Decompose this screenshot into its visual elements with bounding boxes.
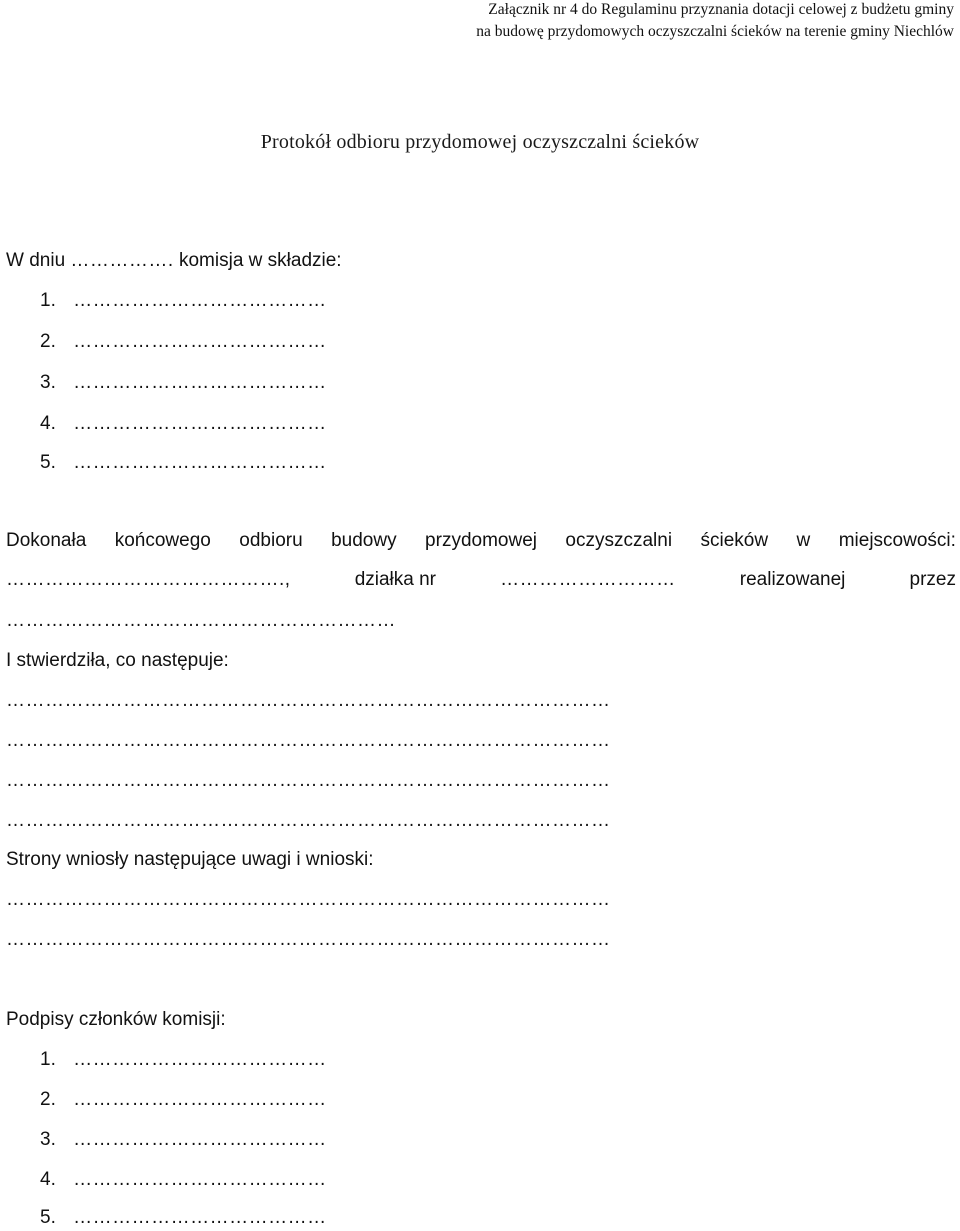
location-dots: …………………………………….,: [6, 569, 291, 590]
word: miejscowości:: [838, 530, 956, 551]
remarks-dots-line: …………………………………………………………………………………: [6, 889, 611, 910]
signature-item-5: [40, 1207, 327, 1229]
list-number: 1.: [40, 290, 56, 311]
header-line-1: Załącznik nr 4 do Regulaminu przyznania dotacji celowej z budżetu gminy: [488, 1, 954, 18]
signature-item-4: [40, 1169, 327, 1191]
by-label: przez: [909, 569, 956, 590]
document-title: Protokół odbioru przydomowej oczyszczalni ścieków: [260, 131, 700, 153]
signatures-label: Podpisy członków komisji:: [6, 1009, 226, 1030]
list-number: 4.: [40, 413, 56, 434]
header-line-2: na budowę przydomowych oczyszczalni ścieków na terenie gminy Niechlów: [476, 23, 954, 40]
findings-dots-line: …………………………………………………………………………………: [6, 690, 611, 711]
list-dots: …………………………………: [73, 331, 327, 352]
remarks-label: Strony wniosły następujące uwagi i wnioski:: [6, 849, 374, 870]
word: końcowego: [114, 530, 211, 551]
list-number: 5.: [40, 1207, 56, 1228]
paragraph-line-1: [6, 530, 956, 552]
list-number: 1.: [40, 1049, 56, 1070]
signature-item-3: [40, 1129, 327, 1151]
word: odbioru: [239, 530, 303, 551]
committee-item-1: [40, 290, 327, 312]
plot-label: działka nr: [354, 569, 437, 590]
list-number: 3.: [40, 1129, 56, 1150]
list-number: 4.: [40, 1169, 56, 1190]
list-dots: …………………………………: [73, 1129, 327, 1150]
intro-line: [6, 250, 342, 272]
realized-label: realizowanej: [739, 569, 846, 590]
committee-item-4: [40, 413, 327, 435]
word: Dokonała: [6, 530, 87, 551]
word: budowy: [331, 530, 397, 551]
committee-item-3: [40, 372, 327, 394]
findings-dots-line: …………………………………………………………………………………: [6, 810, 611, 831]
word: ścieków: [700, 530, 769, 551]
intro-date-dots: …………….: [70, 250, 174, 271]
findings-label: I stwierdziła, co następuje:: [6, 650, 229, 671]
list-dots: …………………………………: [73, 290, 327, 311]
owner-dots: ……………………………………………………: [6, 610, 396, 631]
word: przydomowej: [425, 530, 537, 551]
findings-dots-line: …………………………………………………………………………………: [6, 770, 611, 791]
findings-dots-line: …………………………………………………………………………………: [6, 730, 611, 751]
word: oczyszczalni: [565, 530, 673, 551]
list-number: 2.: [40, 1089, 56, 1110]
committee-item-2: [40, 331, 327, 353]
intro-prefix: W dniu: [6, 250, 66, 271]
word: w: [796, 530, 811, 551]
list-dots: …………………………………: [73, 1049, 327, 1070]
signature-item-1: [40, 1049, 327, 1071]
list-number: 5.: [40, 452, 56, 473]
intro-suffix: komisja w składzie:: [173, 250, 342, 271]
committee-item-5: [40, 452, 327, 474]
list-dots: …………………………………: [73, 452, 327, 473]
list-dots: …………………………………: [73, 1207, 327, 1228]
remarks-dots-line: …………………………………………………………………………………: [6, 929, 611, 950]
list-dots: …………………………………: [73, 1089, 327, 1110]
plot-dots: ………………………: [500, 569, 676, 590]
list-dots: …………………………………: [73, 1169, 327, 1190]
list-number: 3.: [40, 372, 56, 393]
paragraph-line-2: [6, 569, 956, 591]
list-dots: …………………………………: [73, 413, 327, 434]
list-dots: …………………………………: [73, 372, 327, 393]
list-number: 2.: [40, 331, 56, 352]
signature-item-2: [40, 1089, 327, 1111]
